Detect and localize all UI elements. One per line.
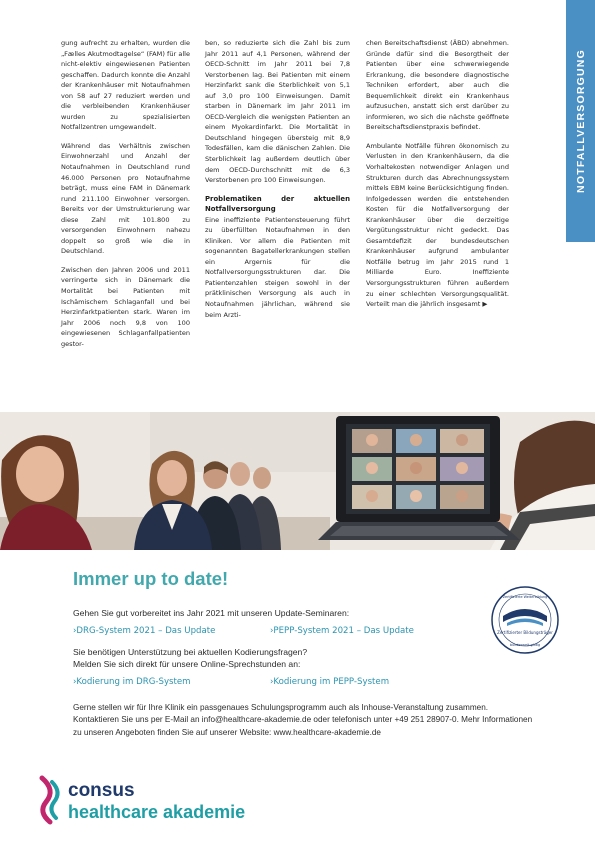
badge-bottom-text: bundesweit gültig [509,643,541,647]
badge-center-text: Zertifizierter Bildungsträger [497,630,553,635]
consus-logo-graphic [38,772,268,830]
seminar-photo [0,412,595,550]
pepp-update-link[interactable]: ›PEPP-System 2021 – Das Update [270,626,414,636]
section-heading: Problematiken der aktuellen Notfallversorgung [205,194,350,213]
article-column-1 [61,38,190,357]
certification-seal-icon [491,586,559,654]
paragraph: ben, so reduzierte sich die Zahl bis zum Jahr 2011 auf 4,1 Personen, während der OECD-Schnitt im Jahr 2011 bei 7,8 Verstorbenen lag. Bei Patienten mit einem Herzinfarkt sank die Sterblichkeit von 5,1 auf 3,0 pro 100 Einweisungen. Damit starben in Dänemark im Jahr 2011 im OECD-Vergleich die wenigsten Patienten an einem Myokardinfarkt. Die Mortalität in Deutschland hingegen übersteig mit 8,9 Todesfällen, kam die dänischen Zahlen. Die Sterblichkeit lag außerdem deutlich über dem OECD-Durchschnitt mit de 6,3 Verstorbenen pro 100 Einweisungen. [205,39,350,185]
logo-brand: consus [68,780,135,801]
article-column-2 [205,38,350,328]
section-tab [566,0,595,242]
paragraph: chen Bereitschaftsdienst (ÄBD) abnehmen. Gründe dafür sind die Besorgtheit der Patienten über eine schwerwiegende Erkrankung, die besondere diagnostische Techniken erfordert, aber auch die Bequemlichkeit direkt ein Krankenhaus aufzusuchen, anstatt sich erst darüber zu informieren, wo sich die nächste geöffnete Bereitschaftsdienstpraxis befindet. [366,39,509,132]
video-tiles [352,429,484,509]
seminar-photo-illustration [0,412,595,550]
ad-title: Immer up to date! [73,568,229,589]
drg-coding-link[interactable]: ›Kodierung im DRG-System [73,677,191,687]
logo-subtitle: healthcare akademie [68,802,246,822]
section-tab-label: NOTFALLVERSORGUNG [574,49,587,193]
pepp-coding-link[interactable]: ›Kodierung im PEPP-System [270,677,390,687]
paragraph: Eine ineffiziente Patientensteuerung führt zu überfüllten Notaufnahmen in den Kliniken. Vor allem die Patienten mit sogenannten Bagatellerkrankungen stellen ein Argernis für die Notfallversorgungsstrukturen dar. Die Patientenzahlen steigen sowohl in der prätklinischen Versorgung als auch in Notaufnahmen jährlichan, während sie beim Arzti- [205,215,350,319]
ad-contact-text: Gerne stellen wir für Ihre Klinik ein passgenaues Schulungsprogramm auch als Inhouse-Veranstaltung zusammen. Kontaktieren Sie uns per E-Mail an info@healthcare-akademie.de oder telefonisch unter +49 251 28907-0. Mehr Informationen zu unseren Angeboten finden Sie auf unserer Website: www.healthcare-akademie.de [73,703,533,737]
article-column-3 [366,38,509,318]
consus-logo [38,772,268,834]
ad-intro: Gehen Sie gut vorbereitet ins Jahr 2021 mit unseren Update-Seminaren: [73,608,350,618]
paragraph: Ambulante Notfälle führen ökonomisch zu Verlusten in den Krankenhäusern, da die Vorhaltekosten notwendiger Anlagen und Strukturen durch das Abrechnungssystem mittels EBM keine Berücksichtigung finden. Infolgedessen werden die entstehenden Kosten für die Notfallversorgung der Krankenhäuser über die derzeitige Vergütungsstruktur nicht gedeckt. Das Gesamtdefizit der bundesdeutschen Krankenhäuser aufgrund ambulanter Notfälle betrug im Jahr 2015 rund 1 Milliarde Euro. Ineffiziente Versorgungsstrukturen führen außerdem zu einer schlechten Versorgungsqualität. Verteilt man die jährlich insgesamt ▶ [366,141,509,309]
paragraph: Zwischen den Jahren 2006 und 2011 verringerte sich in Dänemark die Mortalität bei Patienten mit Ischämischem Schlaganfall und bei Herzinfarktpatienten stark. Waren im Jahr 2006 noch 9,8 von 100 eingewiesenen Schlaganfallpatienten gestor- [61,265,190,348]
badge-top-text: Zertifizierte Weiterbildung [502,595,548,599]
drg-update-link[interactable]: ›DRG-System 2021 – Das Update [73,626,216,636]
paragraph: Während das Verhältnis zwischen Einwohnerzahl und Anzahl der Notaufnahmen in Deutschland rund 46.000 Personen pro Notaufnahme beträgt, muss eine FAM in Dänemark rund 211.100 Einwohner versorgen. Bereits vor der Umstrukturierung war diese Zahl mit 101.800 zu versorgenden Einwohnern nahezu doppelt so groß wie die in Deutschland. [61,141,190,256]
ad-invitation: Melden Sie sich direkt für unsere Online-Sprechstunden an: [73,659,301,669]
ad-question: Sie benötigen Unterstützung bei aktuellen Kodierungsfragen? [73,647,308,657]
paragraph: gung aufrecht zu erhalten, wurden die „Fælles Akutmodtagelse“ (FAM) für alle nicht-elektiv eingewiesenen Patienten geschaffen. Dadurch konnte die Anzahl der Krankenhäuser mit Notaufnahmen von 58 auf 27 reduziert werden und die verbleibenden Krankenhäuser wurden zu spezialisierten Notfallzentren umgewandelt. [61,39,190,132]
